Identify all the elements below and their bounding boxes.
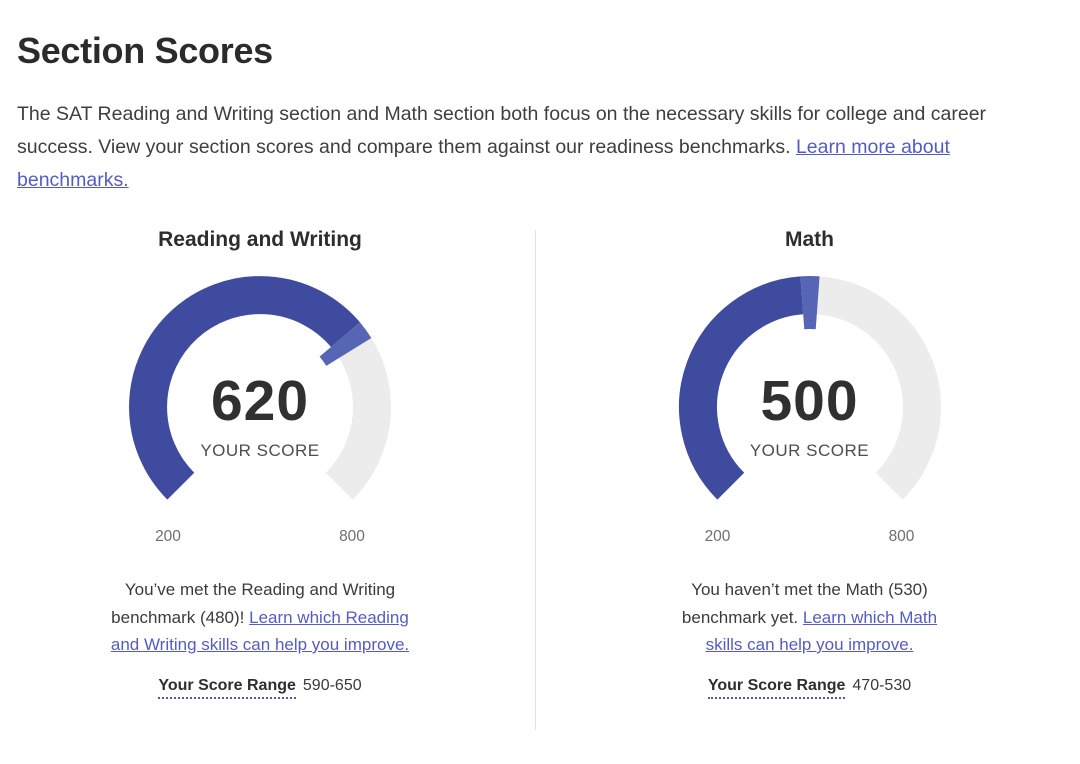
gauge-max-label: 800 bbox=[339, 528, 365, 545]
benchmark-text bbox=[110, 576, 410, 659]
reading-writing-skills-link[interactable]: Learn which Reading and Writing skills can help you improve. bbox=[110, 607, 410, 654]
gauge-max-label: 800 bbox=[888, 528, 915, 545]
gauge-min-label: 200 bbox=[155, 528, 181, 545]
score-range-label[interactable]: Your Score Range bbox=[708, 677, 846, 699]
benchmark-text bbox=[670, 576, 950, 659]
learn-more-benchmarks-link[interactable]: Learn more about benchmarks. bbox=[17, 136, 950, 191]
score-range-label[interactable]: Your Score Range bbox=[158, 677, 296, 699]
score-columns bbox=[17, 227, 1063, 695]
score-range-row bbox=[708, 677, 911, 695]
math-title: Math bbox=[785, 228, 834, 251]
score-range-row bbox=[158, 677, 361, 695]
score-range-value: 590-650 bbox=[302, 676, 362, 694]
gauge-chart bbox=[120, 273, 400, 525]
reading-writing-column bbox=[17, 227, 536, 695]
score-caption: YOUR SCORE bbox=[200, 441, 320, 460]
reading-writing-gauge bbox=[120, 273, 400, 548]
math-column bbox=[536, 227, 1063, 695]
math-skills-link[interactable]: Learn which Math skills can help you improve. bbox=[705, 607, 938, 654]
score-value: 620 bbox=[210, 369, 310, 433]
score-value: 500 bbox=[760, 369, 859, 433]
gauge-min-label: 200 bbox=[704, 528, 731, 545]
intro-text bbox=[17, 98, 1057, 197]
column-divider bbox=[535, 230, 536, 730]
benchmark-text-body: You haven’t met the Math (530) benchmark yet. bbox=[681, 580, 928, 627]
reading-writing-title: Reading and Writing bbox=[158, 228, 362, 251]
score-caption: YOUR SCORE bbox=[749, 441, 870, 460]
benchmark-text-body: You’ve met the Reading and Writing benchmark (480)! bbox=[111, 580, 396, 627]
page-title: Section Scores bbox=[17, 30, 273, 71]
intro-text-body: The SAT Reading and Writing section and Math section both focus on the necessary skills for college and career success. View your section scores and compare them against our readiness benchmarks. bbox=[17, 103, 987, 158]
gauge-chart bbox=[670, 273, 950, 525]
score-range-value: 470-530 bbox=[852, 676, 912, 694]
math-gauge bbox=[670, 273, 950, 548]
